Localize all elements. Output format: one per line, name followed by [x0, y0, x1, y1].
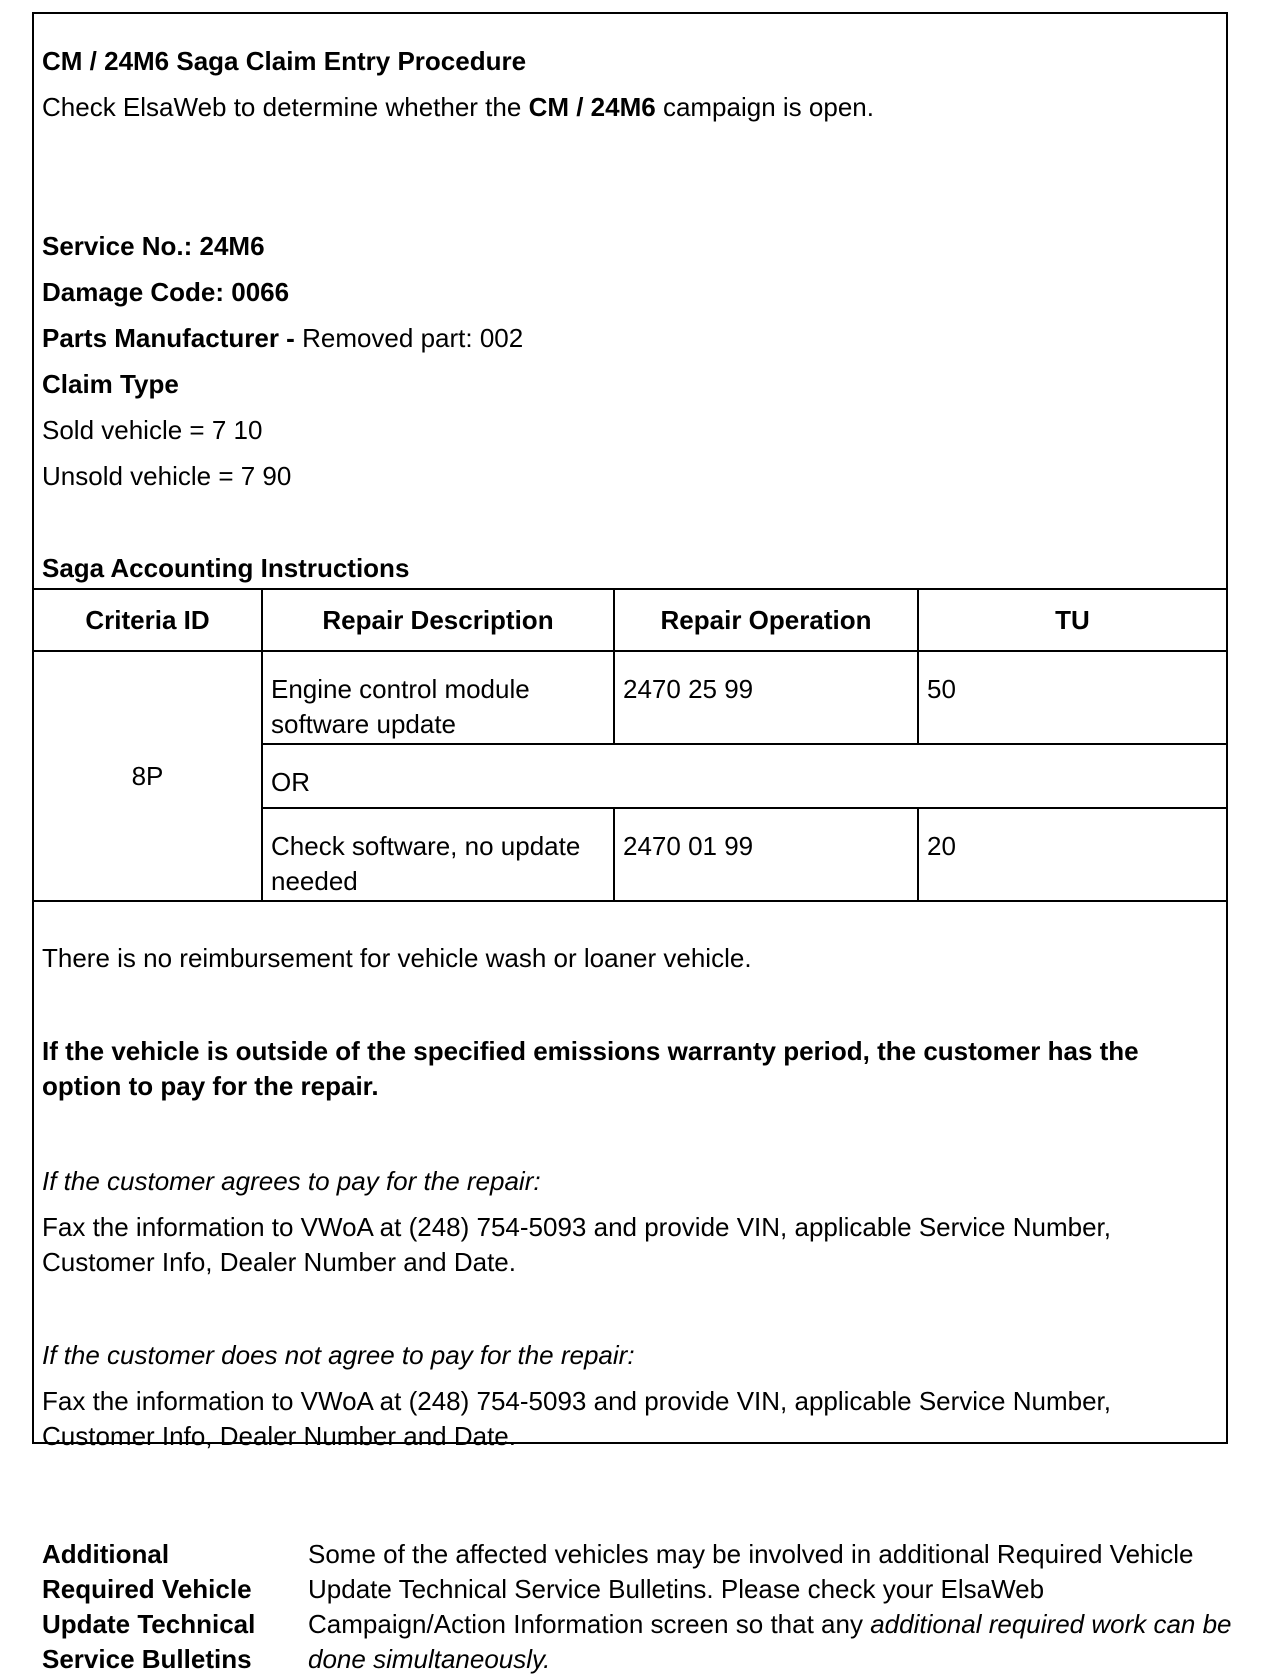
- sold-vehicle: Sold vehicle = 7 10: [42, 415, 263, 445]
- accounting-heading: Saga Accounting Instructions: [42, 553, 410, 583]
- not-agrees-text: Fax the information to VWoA at (248) 754-5093 and provide VIN, applicable Service Number, Customer Info, Dealer Number and Date.: [42, 1386, 1111, 1451]
- agrees-heading: If the customer agrees to pay for the repair:: [42, 1166, 541, 1196]
- agrees-text: Fax the information to VWoA at (248) 754-5093 and provide VIN, applicable Service Number, Customer Info, Dealer Number and Date.: [42, 1212, 1111, 1277]
- parts-manufacturer: Parts Manufacturer - Removed part: 002: [42, 323, 524, 353]
- additional-label-line: Service Bulletins: [42, 1644, 252, 1674]
- check-elsaweb-text: Check ElsaWeb to determine whether the CM / 24M6 campaign is open.: [42, 92, 874, 122]
- header-criteria-id: Criteria ID: [34, 589, 262, 651]
- additional-label-line: Additional: [42, 1539, 170, 1569]
- claim-procedure-box: [32, 12, 1228, 1451]
- or-cell: OR: [262, 744, 1226, 808]
- repair-description-cell: Engine control module software update: [262, 651, 614, 744]
- claim-type-heading: Claim Type: [42, 369, 179, 399]
- service-number: Service No.: 24M6: [42, 231, 265, 261]
- additional-description: Some of the affected vehicles may be involved in additional Required Vehicle Update Technical Service Bulletins. Please check your ElsaWeb Campaign/Action Information screen so that any additional required work can be done simultaneously.: [308, 1539, 1232, 1674]
- additional-label-line: Required Vehicle: [42, 1574, 252, 1604]
- warranty-note: If the vehicle is outside of the specified emissions warranty period, the customer has the option to pay for the repair.: [42, 1036, 1139, 1101]
- criteria-id-cell: 8P: [34, 651, 262, 901]
- repair-operation-cell: 2470 01 99: [614, 808, 918, 901]
- damage-code: Damage Code: 0066: [42, 277, 290, 307]
- additional-label-line: Update Technical: [42, 1609, 256, 1639]
- header-repair-description: Repair Description: [262, 589, 614, 651]
- header-tu: TU: [918, 589, 1226, 651]
- tu-cell: 20: [918, 808, 1226, 901]
- repair-operation-cell: 2470 25 99: [614, 651, 918, 744]
- accounting-table: [34, 588, 1226, 902]
- repair-description-cell: Check software, no update needed: [262, 808, 614, 901]
- header-repair-operation: Repair Operation: [614, 589, 918, 651]
- additional-label: [42, 1537, 292, 1677]
- no-reimbursement-note: There is no reimbursement for vehicle wash or loaner vehicle.: [42, 943, 752, 973]
- not-agrees-heading: If the customer does not agree to pay for the repair:: [42, 1340, 635, 1370]
- tu-cell: 50: [918, 651, 1226, 744]
- unsold-vehicle: Unsold vehicle = 7 90: [42, 461, 292, 491]
- procedure-title: CM / 24M6 Saga Claim Entry Procedure: [42, 46, 527, 76]
